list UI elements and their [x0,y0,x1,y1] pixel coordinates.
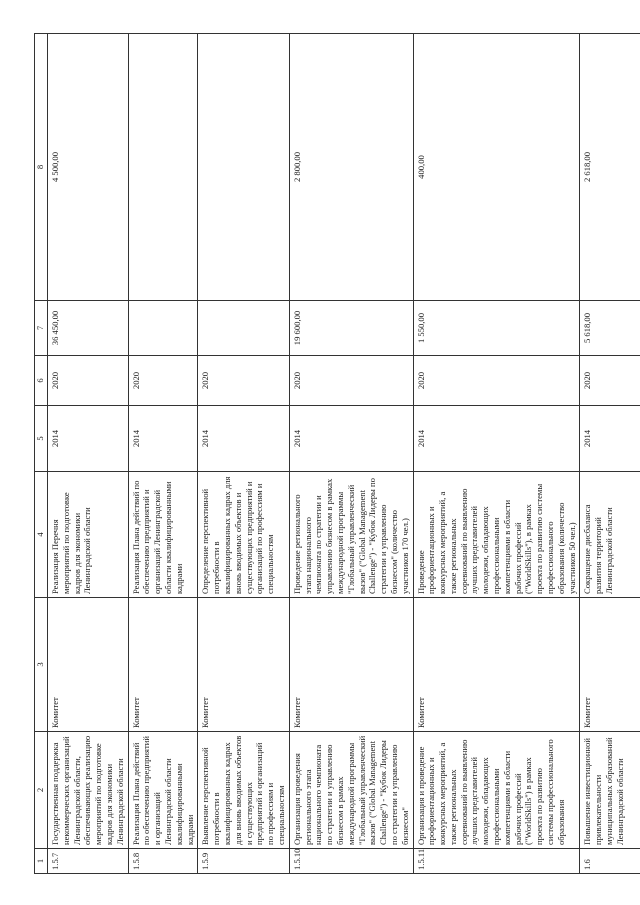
table-row [48,34,129,874]
row-start-year: 2014 [128,406,198,472]
row-start-year: 2014 [48,406,129,472]
row-name: Организация и проведение профориентационных и конкурсных мероприятий, а также региональных соревнований по выявлению лучших представителей молодежи, обладающих профессиональными компетенциями в области рабочих профессий ("WorldSkills") в рамках проекта по развитию системы профессионального образования [413,732,580,849]
header-cell: 2 [35,732,48,849]
row-result: Сокращение дисбаланса развития территорий Ленинградской области [580,472,640,598]
row-year-amount: 4 500,00 [48,34,129,301]
header-cell: 6 [35,356,48,406]
row-total-amount [128,301,198,356]
row-result: Проведение регионального этапа национального чемпионата по стратегии и управлению бизнесом в рамках международной программы "Глобальный управленческий вызов" ("Global Management Challenge") - "Кубок Лидеры по стратегии и управлению бизнесом" (количество участников 170 чел.) [289,472,413,598]
row-start-year: 2014 [289,406,413,472]
row-name: Выявление перспективной потребности в квалифицированных кадрах для вновь вводимых объектов и существующих предприятий и организаций по профессиям и специальностям [198,732,289,849]
table-row [198,34,289,874]
program-table [34,33,640,874]
row-executor: Комитет [198,598,289,732]
row-end-year: 2020 [48,356,129,406]
row-total-amount: 36 450,00 [48,301,129,356]
row-total-amount: 5 618,00 [580,301,640,356]
header-cell: 8 [35,34,48,301]
row-start-year: 2014 [198,406,289,472]
row-start-year: 2014 [580,406,640,472]
row-year-amount: 400,00 [413,34,580,301]
row-end-year: 2020 [413,356,580,406]
row-name: Реализация Плана действий по обеспечению предприятий и организаций Ленинградской области квалифицированными кадрами [128,732,198,849]
row-code: 1.5.10 [289,849,413,874]
row-code: 1.6 [580,849,640,874]
row-executor: Комитет [580,598,640,732]
table-row [289,34,413,874]
row-executor: Комитет [128,598,198,732]
row-name: Организация проведения регионального этапа национального чемпионата по стратегии и управлению бизнесом в рамках международной программы "Глобальный управленческий вызов" ("Global Management Challenge") - "Кубок Лидеры по стратегии и управлению бизнесом" [289,732,413,849]
row-result: Реализация Плана действий по обеспечению предприятий и организаций Ленинградской области квалифицированными кадрами [128,472,198,598]
row-end-year: 2020 [128,356,198,406]
row-year-amount: 2 800,00 [289,34,413,301]
row-total-amount: 19 600,00 [289,301,413,356]
header-cell: 5 [35,406,48,472]
row-executor: Комитет [413,598,580,732]
row-start-year: 2014 [413,406,580,472]
row-name: Государственная поддержка некоммерческих организаций Ленинградской области, обеспечивающих реализацию мероприятий по подготовке кадров для экономики Ленинградской области [48,732,129,849]
row-result: Определение перспективной потребности в квалифицированных кадрах для вновь вводимых объектов и существующих предприятий и организаций по профессиям и специальностям [198,472,289,598]
row-end-year: 2020 [580,356,640,406]
row-year-amount [128,34,198,301]
row-name: Повышение инвестиционной привлекательности муниципальных образований Ленинградской области [580,732,640,849]
header-cell: 7 [35,301,48,356]
header-cell: 4 [35,472,48,598]
row-end-year: 2020 [198,356,289,406]
row-executor: Комитет [48,598,129,732]
row-code: 1.5.7 [48,849,129,874]
row-total-amount [198,301,289,356]
table-row [580,34,640,874]
header-cell: 1 [35,849,48,874]
row-result: Реализация Перечня мероприятий по подготовке кадров для экономики Ленинградской области [48,472,129,598]
row-year-amount [198,34,289,301]
table-row [128,34,198,874]
row-end-year: 2020 [289,356,413,406]
row-year-amount: 2 618,00 [580,34,640,301]
row-executor: Комитет [289,598,413,732]
row-code: 1.5.8 [128,849,198,874]
row-code: 1.5.11 [413,849,580,874]
row-code: 1.5.9 [198,849,289,874]
row-total-amount: 1 550,00 [413,301,580,356]
header-cell: 3 [35,598,48,732]
rotated-table-container [34,34,625,874]
header-row [35,34,48,874]
row-result: Проведение профориентационных и конкурсных мероприятий, а также региональных соревнований по выявлению лучших представителей молодежи, обладающих профессиональными компетенциями в области рабочих профессий ("WorldSkills"), в рамках проекта по развитию системы профессионального образования (количество участников 50 чел.) [413,472,580,598]
table-row [413,34,580,874]
